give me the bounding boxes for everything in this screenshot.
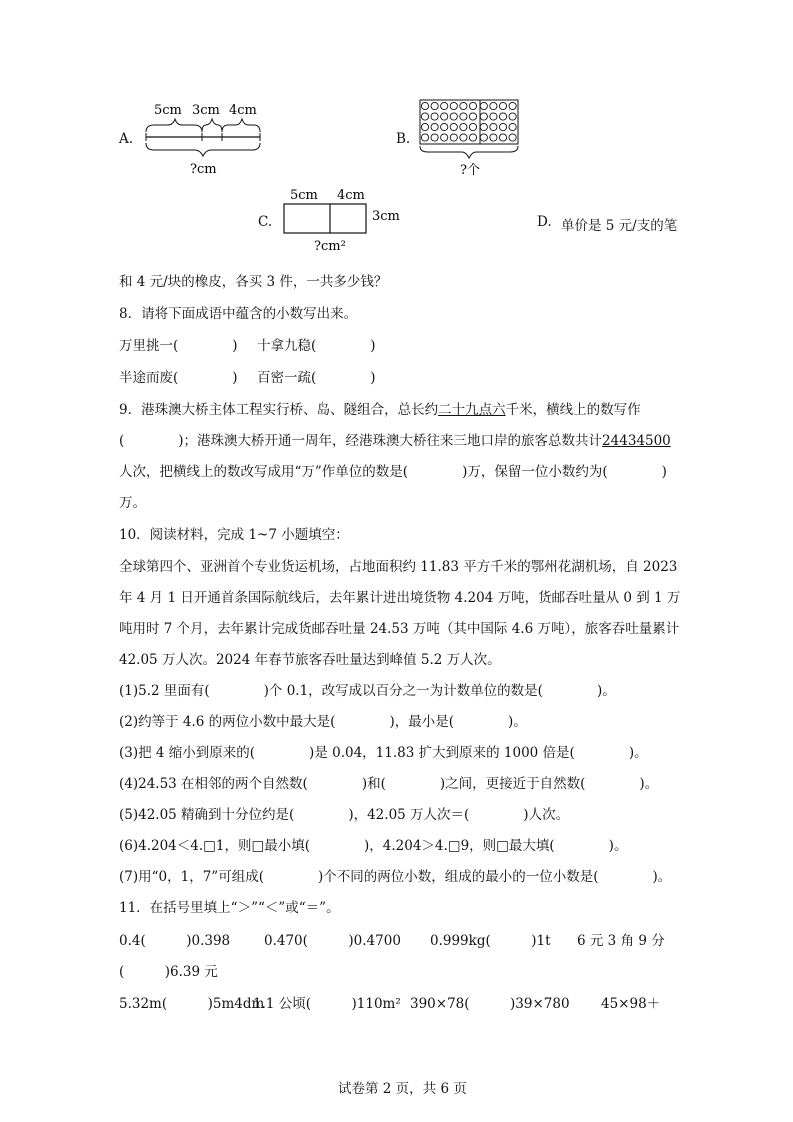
compare-5: 5.32m( )5m4dm [119,996,265,1012]
option-a-label: A. [119,131,134,147]
grid-dot [421,113,428,120]
q10-material-2: 年 4 月 1 日开通首条国际航线后，去年累计进出境货物 4.204 万吨，货邮吞吐量从 0 到 1 万 [119,590,681,606]
q9-line-2 [119,429,671,449]
q10-material-4: 42.05 万人次。2024 年春节旅客吞吐量达到峰值 5.2 万人次。 [119,652,501,668]
grid-dot [490,134,497,141]
width-label-2: 4cm [337,188,365,203]
option-d-text: 单价是 5 元/支的笔 [561,218,678,234]
option-c-diagram [278,184,408,256]
segment-label-1: 5cm [154,103,182,118]
idiom-1: 万里挑一( ) [119,338,238,354]
grid-dot [460,113,467,120]
segment-label-3: 4cm [229,103,257,118]
q11-title: 11．在括号里填上“＞”“＜”或“＝”。 [119,900,340,916]
grid-dot [469,102,476,109]
area-rectangle [284,204,366,233]
q10-title: 10．阅读材料，完成 1~7 小题填空： [119,527,349,543]
grid-dot [490,123,497,130]
segment-label-2: 3cm [192,103,220,118]
grid-dot [480,134,487,141]
grid-dot [469,134,476,141]
option-d-label: D. [537,214,552,230]
option-b-dot-grid [418,98,523,180]
grid-dot [441,123,448,130]
grid-dot [421,134,428,141]
grid-dot [490,113,497,120]
height-label: 3cm [372,209,400,224]
top-brace-3 [222,119,260,132]
q9-text-1: 9．港珠澳大桥主体工程实行桥、岛、隧组合，总长约 [119,402,439,418]
idiom-3: 半途而废( ) [119,370,238,386]
q10-material-1: 全球第四个、亚洲首个专业货运机场，占地面积约 11.83 平方千米的鄂州花湖机场，自 2023 [119,559,678,575]
compare-3: 0.999kg( )1t [430,933,551,949]
q10-item-1: (1)5.2 里面有( )个 0.1，改写成以百分之一为计数单位的数是( )。 [119,683,616,699]
area-label: ?cm² [314,239,346,254]
grid-dot [460,134,467,141]
option-a-diagram [140,98,265,180]
q10-item-7: (7)用“0，1，7”可组成( )个不同的两位小数，组成的最小的一位小数是( )。 [119,869,672,885]
grid-dot [499,102,506,109]
grid-dot [480,102,487,109]
grid-dot [431,134,438,141]
grid-dot [469,113,476,120]
width-label-1: 5cm [290,188,318,203]
grid-dot [499,134,506,141]
compare-7: 390×78( )39×780 [410,996,570,1012]
grid-dot [441,134,448,141]
top-brace-1 [146,119,202,132]
q10-item-3: (3)把 4 缩小到原来的( )是 0.04，11.83 扩大到原来的 1000 倍是( )。 [119,745,648,761]
compare-2: 0.470( )0.4700 [264,933,401,949]
option-d-continuation: 和 4 元/块的橡皮，各买 3 件，一共多少钱？ [119,274,388,290]
grid-dot [441,102,448,109]
q9-underlined-length: 二十九点六 [438,402,506,418]
compare-8-start: 45×98＋ [601,996,661,1012]
grid-dot [509,113,516,120]
page-footer: 试卷第 2 页，共 6 页 [338,1081,467,1097]
top-brace-2 [202,119,222,132]
q9-line-4: 万。 [119,495,146,511]
q9-underlined-visitors: 24434500 [602,433,671,449]
compare-4-start: 6 元 3 角 9 分 [577,933,665,949]
grid-dot [509,102,516,109]
grid-dot [460,102,467,109]
grid-dot [441,113,448,120]
q9-text-3: ( )；港珠澳大桥开通一周年，经港珠澳大桥往来三地口岸的旅客总数共计 [119,433,603,449]
grid-dot [421,102,428,109]
q10-item-6: (6)4.204＜4.□1，则□最小填( )，4.204＞4.□9，则□最大填( )。 [119,838,628,854]
idiom-4: 百密一疏( ) [257,370,376,386]
grid-dot [469,123,476,130]
q10-item-4: (4)24.53 在相邻的两个自然数( )和( )之间，更接近于自然数( )。 [119,776,659,792]
grid-dot [421,123,428,130]
grid-dot [480,113,487,120]
bottom-brace [146,143,260,156]
q10-material-3: 吨用时 7 个月，去年累计完成货邮吞吐量 24.53 万吨（其中国际 4.6 万吨），旅客吞吐量累计 [119,621,680,637]
grid-dot [499,113,506,120]
idiom-2: 十拿九稳( ) [257,338,376,354]
compare-6: 1.1 公顷( )110m² [253,996,401,1012]
grid-dot [499,123,506,130]
grid-dot [431,102,438,109]
q8-title: 8．请将下面成语中蕴含的小数写出来。 [119,306,358,322]
compare-4-end: ( )6.39 元 [119,964,218,980]
grid-dot [431,113,438,120]
grid-dot [450,113,457,120]
grid-dot [460,123,467,130]
q9-text-2: 千米，横线上的数写作 [505,402,641,418]
grid-dot [431,123,438,130]
grid-dot [509,134,516,141]
dot-total-label: ?个 [460,163,480,178]
option-b-label: B. [396,131,411,147]
compare-1: 0.4( )0.398 [119,933,231,949]
grid-dot [509,123,516,130]
total-label: ?cm [190,162,217,177]
q9-line-1 [119,398,641,418]
grid-dot [450,102,457,109]
grid-dot [450,123,457,130]
dot-grid-brace [420,146,518,158]
q9-line-3: 人次，把横线上的数改写成用“万”作单位的数是( )万，保留一位小数约为( ) [119,464,667,480]
grid-dot [490,102,497,109]
grid-dot [450,134,457,141]
option-c-label: C. [258,214,273,230]
q10-item-5: (5)42.05 精确到十分位约是( )，42.05 万人次＝( )人次。 [119,807,570,823]
q10-item-2: (2)约等于 4.6 的两位小数中最大是( )，最小是( )。 [119,714,527,730]
grid-dot [480,123,487,130]
